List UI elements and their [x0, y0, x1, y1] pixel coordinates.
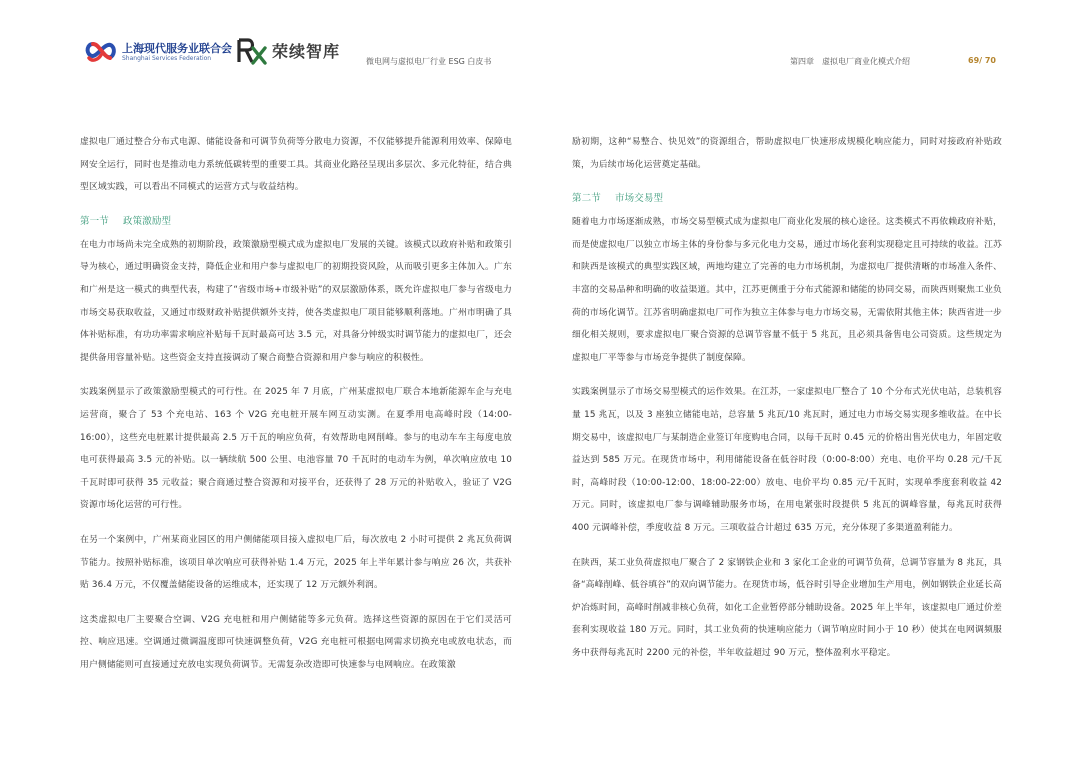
body-paragraph: 在另一个案例中，广州某商业园区的用户侧储能项目接入虚拟电厂后，每次放电 2 小时可提供 2 兆瓦负荷调节能力。按照补贴标准，该项目单次响应可获得补贴 1.4 万元，2025 年上半年累计参与响应 26 次，共获补贴 36.4 万元，不仅覆盖储能设备的运维成本，还实现了 12 万元额外利润。 — [80, 534, 512, 591]
body-paragraph: 在陕西，某工业负荷虚拟电厂聚合了 2 家钢铁企业和 3 家化工企业的可调节负荷，总调节容量为 8 兆瓦，具备“高峰削峰、低谷填谷”的双向调节能力。在现货市场，低谷时引导企业增加生产用电，例如钢铁企业延长高炉冶炼时间，高峰时削减非核心负荷，如化工企业暂停部分辅助设备。2025 年上半年，该虚拟电厂通过价差套利实现收益 180 万元。同时，其工业负荷的快速响应能力（调节响应时间小于 10 秒）使其在电网调频服务中获得每兆瓦时 2200 元的补偿，半年收益超过 90 万元，整体盈利水平稳定。 — [572, 557, 1002, 658]
body-paragraph: 在电力市场尚未完全成熟的初期阶段，政策激励型模式成为虚拟电厂发展的关键。该模式以政府补贴和政策引导为核心，通过明确资金支持，降低企业和用户参与虚拟电厂的初期投资风险，从而吸引更多主体加入。广东和广州是这一模式的典型代表，构建了“省级市场+市级补贴”的双层激励体系，既允许虚拟电厂参与省级电力市场交易获取收益，又通过市级财政补贴提供额外支持，使各类虚拟电厂项目能够顺利落地。广州市明确了具体补贴标准，有功功率需求响应补贴每千瓦时最高可达 3.5 元，对具备分钟级实时调节能力的虚拟电厂，还会提供备用容量补贴。这些资金支持直接调动了聚合商整合资源和用户参与响应的积极性。 — [80, 239, 512, 363]
section-title: 市场交易型 — [614, 193, 664, 205]
page-number: 69/ 70 — [968, 56, 996, 65]
document-title: 微电网与虚拟电厂行业 ESG 白皮书 — [366, 57, 492, 66]
intro-paragraph: 虚拟电厂通过整合分布式电源、储能设备和可调节负荷等分散电力资源，不仅能够提升能源利用效率、保障电网安全运行，同时也是推动电力系统低碳转型的重要工具。其商业化路径呈现出多层次、多元化特征，结合典型区域实践，可以看出不同模式的运营方式与收益结构。 — [80, 137, 512, 193]
section-heading-market — [572, 188, 1002, 210]
rx-monogram-logo-icon — [236, 36, 268, 66]
page-header — [0, 0, 1080, 80]
right-column — [572, 131, 1002, 676]
org-name-en: Shanghai Services Federation — [122, 55, 212, 62]
section-title: 政策激励型 — [122, 215, 172, 227]
continuation-paragraph: 励初期，这种“易整合、快见效”的资源组合，帮助虚拟电厂快速形成规模化响应能力，同时对接政府补贴政策，为后续市场化运营奠定基础。 — [572, 137, 1002, 170]
section-heading-policy — [80, 211, 512, 233]
section-number: 第二节 — [572, 193, 601, 205]
brand-name: 荣续智库 — [272, 42, 341, 61]
section-number: 第一节 — [80, 215, 109, 227]
body-paragraph: 随着电力市场逐渐成熟，市场交易型模式成为虚拟电厂商业化发展的核心途径。这类模式不再依赖政府补贴，而是使虚拟电厂以独立市场主体的身份参与多元化电力交易，通过市场化套利实现稳定且可持续的收益。江苏和陕西是该模式的典型实践区域，两地均建立了完善的电力市场机制，为虚拟电厂提供清晰的市场准入条件、丰富的交易品种和明确的收益渠道。其中，江苏更侧重于分布式能源和储能的协同交易，而陕西则聚焦工业负荷的市场化调节。江苏省明确虚拟电厂可作为独立主体参与电力市场交易，无需依附其他主体；陕西省进一步细化相关规则，要求虚拟电厂聚合资源的总调节容量不低于 5 兆瓦，且必须具备售电公司资质。这些规定为虚拟电厂平等参与市场竞争提供了制度保障。 — [572, 217, 1002, 363]
body-paragraph: 实践案例显示了政策激励型模式的可行性。在 2025 年 7 月底，广州某虚拟电厂联合本地新能源车企与充电运营商，聚合了 53 个充电站、163 个 V2G 充电桩开展车网互动实测。在夏季用电高峰时段（14:00-16:00），这些充电桩累计提供最高 2.5 万千瓦的响应负荷，有效帮助电网削峰。参与的电动车车主每度电放电可获得最高 3.5 元的补贴。以一辆续航 500 公里、电池容量 70 千瓦时的电动车为例，单次响应放电 10 千瓦时即可获得 35 元收益；聚合商通过整合资源和对接平台，还获得了 28 万元的补贴收入，验证了 V2G 资源市场化运营的可行性。 — [80, 387, 512, 511]
org-name-cn: 上海现代服务业联合会 — [122, 42, 232, 55]
body-paragraph: 这类虚拟电厂主要聚合空调、V2G 充电桩和用户侧储能等多元负荷。选择这些资源的原因在于它们灵活可控、响应迅速。空调通过微调温度即可快速调整负荷，V2G 充电桩可根据电网需求切换充电或放电状态，而用户侧储能则可直接通过充放电实现负荷调节。无需复杂改造即可快速参与电网响应。在政策激 — [80, 614, 512, 670]
chapter-title: 第四章 虚拟电厂商业化模式介绍 — [790, 57, 910, 66]
infinity-link-logo-icon — [84, 38, 118, 66]
left-column — [80, 131, 512, 688]
body-paragraph: 实践案例显示了市场交易型模式的运作效果。在江苏，一家虚拟电厂整合了 10 个分布式光伏电站，总装机容量 15 兆瓦，以及 3 座独立储能电站，总容量 5 兆瓦/10 兆瓦时，通过电力市场交易实现多维收益。在中长期交易中，该虚拟电厂与某制造企业签订年度购电合同，以每千瓦时 0.45 元的价格出售光伏电力，年固定收益达到 585 万元。在现货市场中，利用储能设备在低谷时段（0:00-8:00）充电、电价平均 0.28 元/千瓦时，高峰时段（10:00-12:00、18:00-22:00）放电、电价平均 0.85 元/千瓦时，实现单季度套利收益 42 万元。同时，该虚拟电厂参与调峰辅助服务市场，在用电紧张时段提供 5 兆瓦的调峰容量，每兆瓦时获得 400 元调峰补偿，季度收益 8 万元。三项收益合计超过 635 万元，充分体现了多渠道盈利能力。 — [572, 387, 1002, 533]
